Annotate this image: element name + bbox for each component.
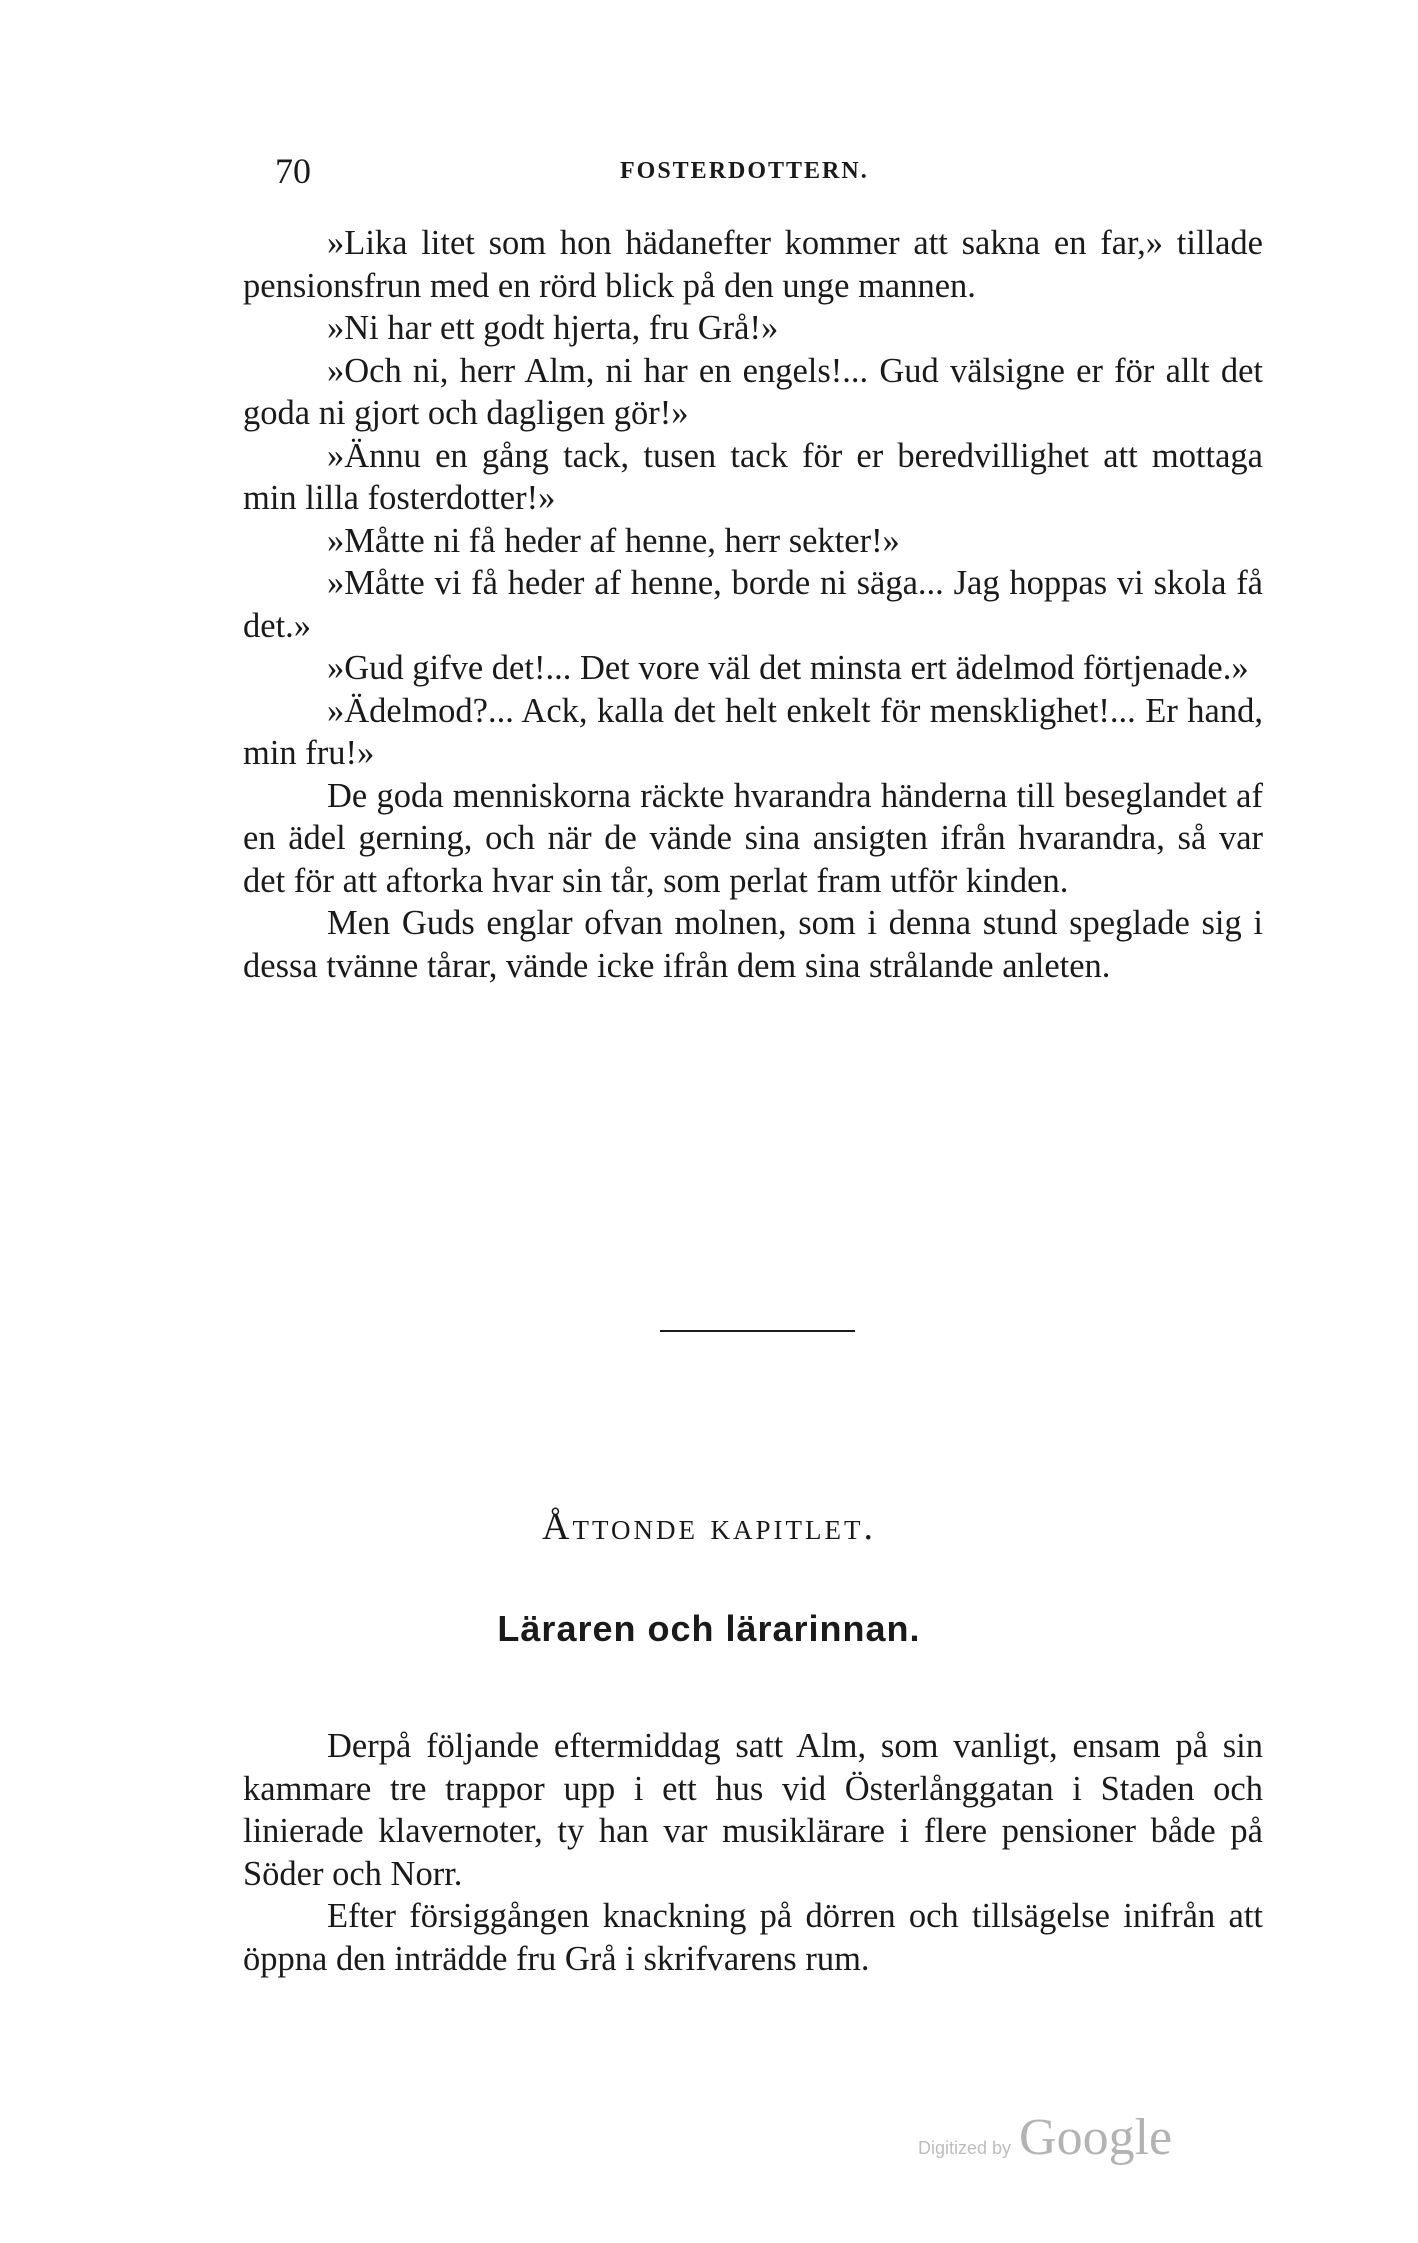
section-divider bbox=[660, 1330, 855, 1332]
paragraph: »Måtte vi få heder af henne, borde ni säga... Jag hoppas vi skola få det.» bbox=[243, 564, 1263, 645]
chapter-subtitle: Läraren och lärarinnan. bbox=[497, 1608, 921, 1649]
running-title: FOSTERDOTTERN. bbox=[620, 158, 869, 184]
page-number: 70 bbox=[275, 151, 311, 191]
paragraph: »Ännu en gång tack, tusen tack för er beredvillighet att mottaga min lilla fosterdotter!» bbox=[243, 436, 1263, 517]
page-header bbox=[275, 150, 1280, 190]
body-text-top bbox=[243, 222, 1263, 987]
chapter-heading: Åttonde kapitlet. bbox=[542, 1506, 876, 1548]
paragraph: »Lika litet som hon hädanefter kommer att sakna en far,» tillade pensionsfrun med en rörd blick på den unge mannen. bbox=[243, 224, 1263, 305]
paragraph: »Måtte ni få heder af henne, herr sekter!» bbox=[327, 521, 900, 560]
paragraph: »Ädelmod?... Ack, kalla det helt enkelt för mensklighet!... Er hand, min fru!» bbox=[243, 691, 1263, 772]
paragraph: »Och ni, herr Alm, ni har en engels!... Gud välsigne er för allt det goda ni gjort och dagligen gör!» bbox=[243, 351, 1263, 432]
paragraph: Men Guds englar ofvan molnen, som i denna stund speglade sig i dessa tvänne tårar, vände icke ifrån dem sina strålande anleten. bbox=[243, 904, 1263, 985]
body-text-bottom bbox=[243, 1725, 1263, 1980]
google-logo: Google bbox=[1019, 2109, 1173, 2166]
watermark-prefix: Digitized by bbox=[918, 2138, 1012, 2158]
paragraph: »Ni har ett godt hjerta, fru Grå!» bbox=[327, 309, 779, 347]
digitization-watermark bbox=[918, 2108, 1172, 2168]
paragraph: Derpå följande eftermiddag satt Alm, som vanligt, ensam på sin kammare tre trappor upp i ett hus vid Österlånggatan i Staden och linierade klavernoter, ty han var musiklärare i flere pensioner både på Söder och Norr. bbox=[243, 1727, 1263, 1893]
paragraph: De goda menniskorna räckte hvarandra händerna till beseglandet af en ädel gerning, och när de vände sina ansigten ifrån hvarandra, så var det för att aftorka hvar sin tår, som perlat fram utför kinden. bbox=[243, 776, 1263, 900]
paragraph: »Gud gifve det!... Det vore väl det minsta ert ädelmod förtjenade.» bbox=[327, 649, 1249, 687]
paragraph: Efter försiggången knackning på dörren och tillsägelse inifrån att öppna den inträdde fru Grå i skrifvarens rum. bbox=[243, 1897, 1263, 1978]
